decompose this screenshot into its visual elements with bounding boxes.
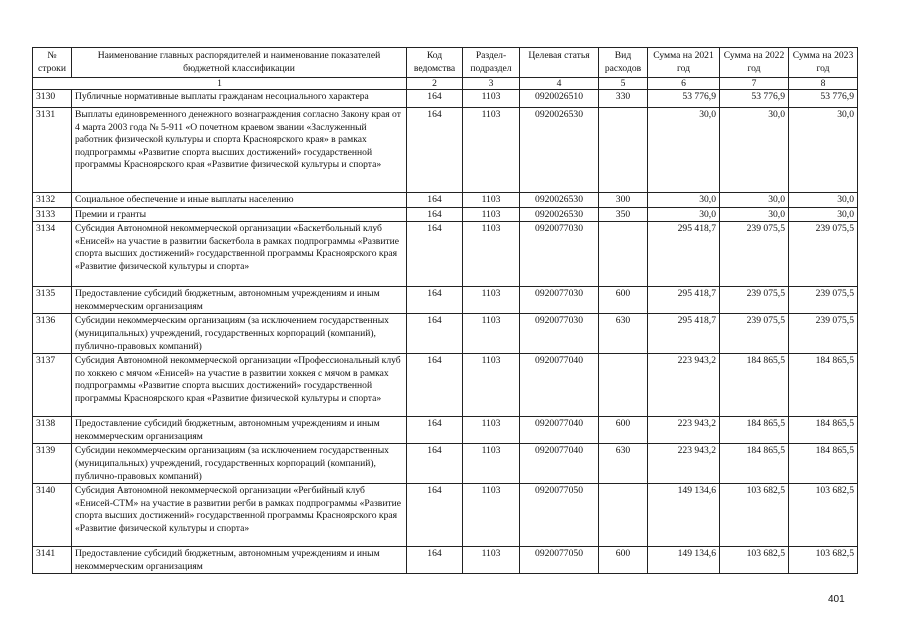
row-name: Субсидия Автономной некоммерческой организации «Регбийный клуб «Енисей-СТМ» на участие в развитии регби в рамках подпрограммы «Развитие спорта высших достижений» государственной программы Красноярского края «Развитие физической культуры и спорта»: [72, 484, 407, 547]
table-row: [33, 547, 858, 574]
row-expense-type: 600: [599, 417, 648, 444]
row-sum-2021: 223 943,2: [648, 354, 720, 417]
row-name: Субсидии некоммерческим организациям (за исключением государственных (муниципальных) учреждений, государственных корпораций (компаний), публично-правовых компаний): [72, 314, 407, 354]
row-sum-2021: 295 418,7: [648, 314, 720, 354]
row-number: 3136: [33, 314, 72, 354]
row-name: Выплаты единовременного денежного вознаграждения согласно Закону края от 4 марта 2003 года № 5-911 «О почетном краевом звании «Заслуженный работник физической культуры и спорта Красноярского края» в рамках подпрограммы «Развитие спорта высших достижений» государственной программы Красноярского края «Развитие физической культуры и спорта»: [72, 108, 407, 193]
row-sum-2023: 184 865,5: [789, 444, 858, 484]
row-sum-2021: 223 943,2: [648, 417, 720, 444]
row-subsection: 1103: [463, 444, 520, 484]
row-name: Субсидии некоммерческим организациям (за исключением государственных (муниципальных) учреждений, государственных корпораций (компаний), публично-правовых компаний): [72, 444, 407, 484]
row-number: 3141: [33, 547, 72, 574]
row-number: 3134: [33, 222, 72, 287]
row-expense-type: 630: [599, 444, 648, 484]
row-sum-2023: 239 075,5: [789, 222, 858, 287]
row-sum-2023: 184 865,5: [789, 354, 858, 417]
table-row: [33, 108, 858, 193]
table-row: [33, 444, 858, 484]
row-dept-code: 164: [407, 193, 463, 208]
row-target-article: 0920077040: [520, 354, 599, 417]
table-row: [33, 417, 858, 444]
row-target-article: 0920077030: [520, 314, 599, 354]
header-target-article: Целевая статья: [520, 48, 599, 78]
column-number: 3: [463, 78, 520, 90]
row-sum-2021: 30,0: [648, 193, 720, 208]
table-row: [33, 354, 858, 417]
row-sum-2023: 103 682,5: [789, 547, 858, 574]
row-sum-2022: 184 865,5: [720, 444, 789, 484]
header-expense-type: Вид расходов: [599, 48, 648, 78]
row-sum-2021: 295 418,7: [648, 222, 720, 287]
row-target-article: 0920077050: [520, 484, 599, 547]
row-dept-code: 164: [407, 90, 463, 108]
row-subsection: 1103: [463, 417, 520, 444]
table-row: [33, 287, 858, 314]
row-subsection: 1103: [463, 354, 520, 417]
row-subsection: 1103: [463, 547, 520, 574]
row-sum-2022: 103 682,5: [720, 547, 789, 574]
row-number: 3131: [33, 108, 72, 193]
row-sum-2022: 184 865,5: [720, 417, 789, 444]
row-name: Премии и гранты: [72, 207, 407, 222]
row-name: Субсидия Автономной некоммерческой организации «Баскетбольный клуб «Енисей» на участие в развитии баскетбола в рамках подпрограммы «Развитие спорта высших достижений» государственной программы Красноярского края «Развитие физической культуры и спорта»: [72, 222, 407, 287]
row-subsection: 1103: [463, 207, 520, 222]
table-row: [33, 193, 858, 208]
row-dept-code: 164: [407, 354, 463, 417]
row-sum-2021: 149 134,6: [648, 547, 720, 574]
row-name: Предоставление субсидий бюджетным, автономным учреждениям и иным некоммерческим организациям: [72, 547, 407, 574]
row-sum-2021: 149 134,6: [648, 484, 720, 547]
row-number: 3135: [33, 287, 72, 314]
row-target-article: 0920077050: [520, 547, 599, 574]
row-number: 3130: [33, 90, 72, 108]
row-sum-2023: 30,0: [789, 193, 858, 208]
row-expense-type: [599, 354, 648, 417]
row-expense-type: 330: [599, 90, 648, 108]
row-name: Предоставление субсидий бюджетным, автономным учреждениям и иным некоммерческим организациям: [72, 287, 407, 314]
column-number: 8: [789, 78, 858, 90]
row-number: 3138: [33, 417, 72, 444]
row-target-article: 0920077030: [520, 222, 599, 287]
header-subsection: Раздел-подраздел: [463, 48, 520, 78]
row-expense-type: 350: [599, 207, 648, 222]
row-sum-2022: 30,0: [720, 108, 789, 193]
row-sum-2021: 53 776,9: [648, 90, 720, 108]
row-name: Публичные нормативные выплаты гражданам несоциального характера: [72, 90, 407, 108]
column-number: 7: [720, 78, 789, 90]
table-row: [33, 90, 858, 108]
row-name: Субсидия Автономной некоммерческой организации «Профессиональный клуб по хоккею с мячом «Енисей» на участие в развитии хоккея с мячом в рамках подпрограммы «Развитие спорта высших достижений» государственной программы Красноярского края «Развитие физической культуры и спорта»: [72, 354, 407, 417]
column-number: 5: [599, 78, 648, 90]
row-dept-code: 164: [407, 444, 463, 484]
row-number: 3140: [33, 484, 72, 547]
row-expense-type: 600: [599, 547, 648, 574]
row-sum-2022: 184 865,5: [720, 354, 789, 417]
row-expense-type: 300: [599, 193, 648, 208]
row-expense-type: [599, 108, 648, 193]
column-number: 6: [648, 78, 720, 90]
row-subsection: 1103: [463, 484, 520, 547]
header-sum-2022: Сумма на 2022 год: [720, 48, 789, 78]
row-sum-2023: 30,0: [789, 207, 858, 222]
page-number: 401: [828, 594, 845, 605]
row-sum-2023: 239 075,5: [789, 314, 858, 354]
row-target-article: 0920077040: [520, 417, 599, 444]
row-target-article: 0920077030: [520, 287, 599, 314]
table-row: [33, 207, 858, 222]
row-dept-code: 164: [407, 222, 463, 287]
row-dept-code: 164: [407, 547, 463, 574]
row-subsection: 1103: [463, 108, 520, 193]
row-name: Предоставление субсидий бюджетным, автономным учреждениям и иным некоммерческим организациям: [72, 417, 407, 444]
row-dept-code: 164: [407, 484, 463, 547]
row-subsection: 1103: [463, 314, 520, 354]
row-dept-code: 164: [407, 417, 463, 444]
row-sum-2022: 239 075,5: [720, 314, 789, 354]
row-dept-code: 164: [407, 108, 463, 193]
table-row: [33, 484, 858, 547]
row-number: 3139: [33, 444, 72, 484]
row-name: Социальное обеспечение и иные выплаты населению: [72, 193, 407, 208]
row-sum-2023: 30,0: [789, 108, 858, 193]
row-target-article: 0920077040: [520, 444, 599, 484]
row-number: 3137: [33, 354, 72, 417]
row-dept-code: 164: [407, 287, 463, 314]
row-dept-code: 164: [407, 207, 463, 222]
header-row: [33, 48, 858, 78]
header-sum-2023: Сумма на 2023 год: [789, 48, 858, 78]
header-row-num: № строки: [33, 48, 72, 78]
row-number: 3133: [33, 207, 72, 222]
row-sum-2021: 30,0: [648, 108, 720, 193]
table-body: [33, 90, 858, 574]
column-number-row: [33, 78, 858, 90]
row-sum-2022: 30,0: [720, 207, 789, 222]
row-subsection: 1103: [463, 90, 520, 108]
row-expense-type: 630: [599, 314, 648, 354]
row-sum-2022: 53 776,9: [720, 90, 789, 108]
table-row: [33, 314, 858, 354]
row-sum-2022: 30,0: [720, 193, 789, 208]
row-target-article: 0920026530: [520, 207, 599, 222]
column-number: 2: [407, 78, 463, 90]
row-target-article: 0920026510: [520, 90, 599, 108]
row-sum-2023: 239 075,5: [789, 287, 858, 314]
header-sum-2021: Сумма на 2021 год: [648, 48, 720, 78]
row-dept-code: 164: [407, 314, 463, 354]
row-sum-2022: 239 075,5: [720, 287, 789, 314]
row-subsection: 1103: [463, 193, 520, 208]
table-row: [33, 222, 858, 287]
row-expense-type: 600: [599, 287, 648, 314]
row-sum-2022: 239 075,5: [720, 222, 789, 287]
header-dept-code: Код ведомства: [407, 48, 463, 78]
row-sum-2021: 223 943,2: [648, 444, 720, 484]
row-number: 3132: [33, 193, 72, 208]
row-sum-2021: 295 418,7: [648, 287, 720, 314]
row-sum-2023: 103 682,5: [789, 484, 858, 547]
row-sum-2022: 103 682,5: [720, 484, 789, 547]
row-target-article: 0920026530: [520, 193, 599, 208]
row-sum-2023: 184 865,5: [789, 417, 858, 444]
row-subsection: 1103: [463, 222, 520, 287]
column-number: 1: [33, 78, 407, 90]
row-target-article: 0920026530: [520, 108, 599, 193]
column-number: 4: [520, 78, 599, 90]
budget-table: [32, 47, 858, 574]
row-sum-2023: 53 776,9: [789, 90, 858, 108]
header-name: Наименование главных распорядителей и наименование показателей бюджетной классификации: [72, 48, 407, 78]
row-expense-type: [599, 484, 648, 547]
row-expense-type: [599, 222, 648, 287]
row-subsection: 1103: [463, 287, 520, 314]
row-sum-2021: 30,0: [648, 207, 720, 222]
